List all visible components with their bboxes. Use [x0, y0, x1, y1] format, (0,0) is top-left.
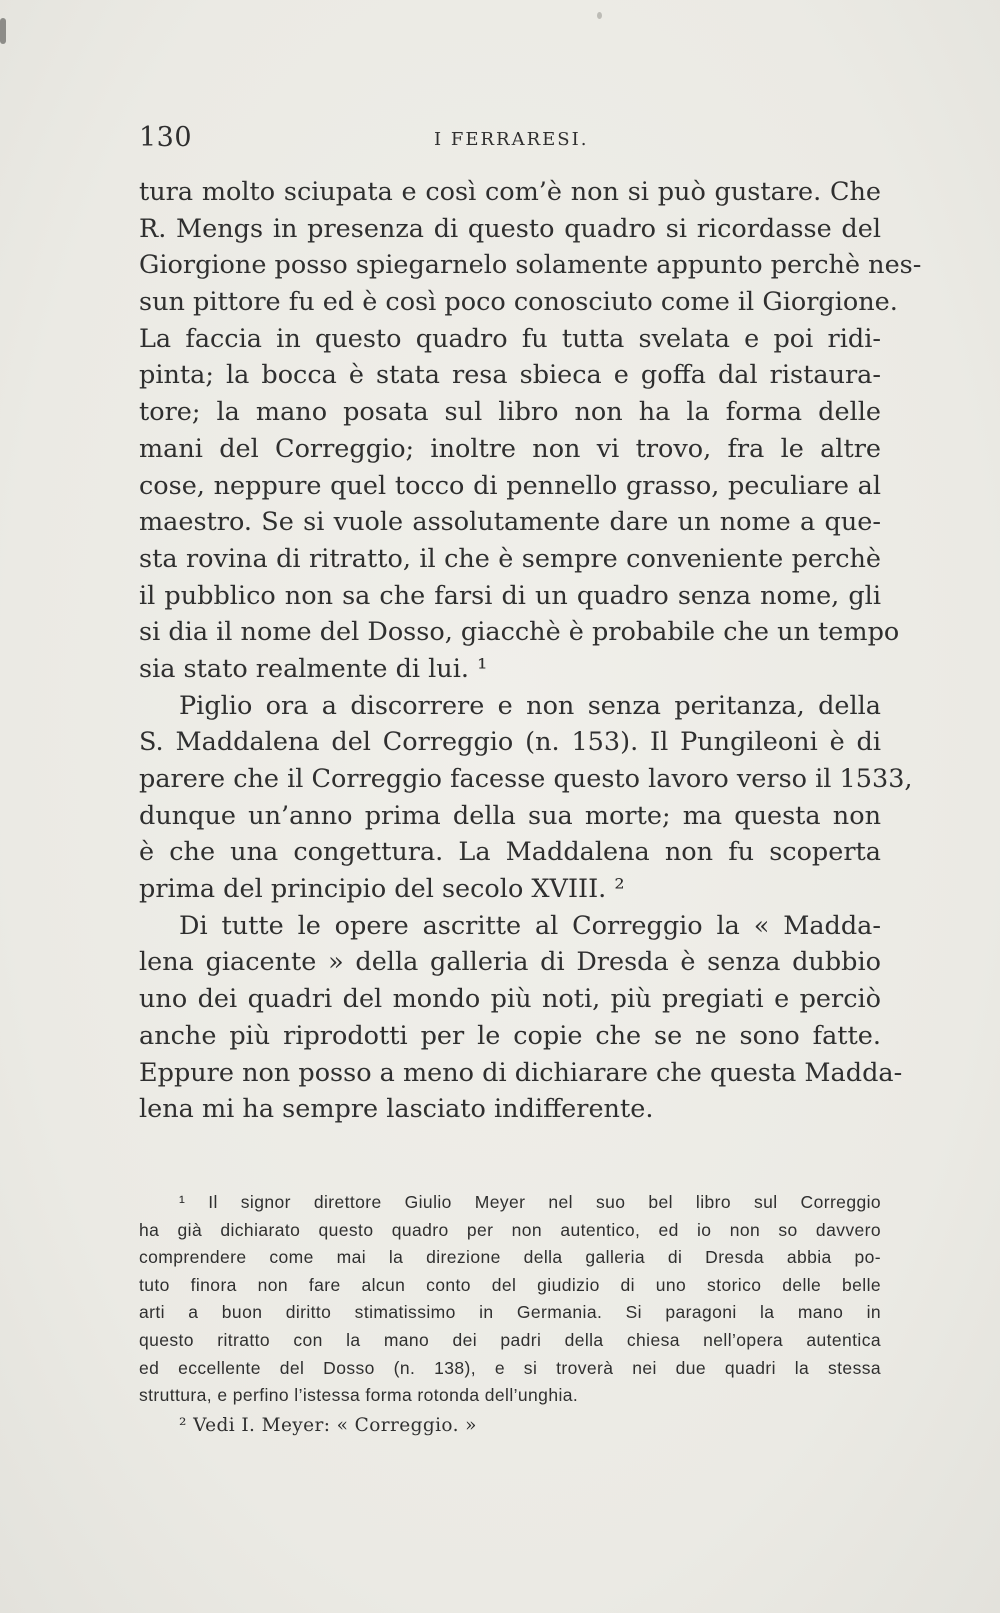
- footnote-line: tuto finora non fare alcun conto del giudizio di uno storico delle belle: [139, 1274, 881, 1295]
- text-line: dunque un’anno prima della sua morte; ma questa non: [139, 800, 881, 831]
- text-line: lena giacente » della galleria di Dresda è senza dubbio: [139, 947, 881, 978]
- footnote-line: ¹ Il signor direttore Giulio Meyer nel suo bel libro sul Correggio: [179, 1192, 881, 1212]
- footnotes: [139, 1189, 881, 1439]
- text-line: cose, neppure quel tocco di pennello grasso, peculiare al: [139, 470, 881, 501]
- footnote-line: ha già dichiarato questo quadro per non autentico, ed io non so davvero: [139, 1219, 881, 1240]
- text-line: sia stato realmente di lui. ¹: [139, 653, 488, 684]
- text-line: Eppure non posso a meno di dichiarare che questa Madda-: [139, 1057, 903, 1088]
- page-header: [139, 122, 879, 158]
- text-line: il pubblico non sa che farsi di un quadro senza nome, gli: [139, 580, 881, 611]
- text-line: pinta; la bocca è stata resa sbieca e goffa dal ristaura-: [139, 360, 881, 391]
- scan-speck: [0, 18, 6, 44]
- text-line: uno dei quadri del mondo più noti, più pregiati e perciò: [139, 984, 881, 1015]
- text-line: prima del principio del secolo XVIII. ²: [139, 874, 625, 905]
- text-line: La faccia in questo quadro fu tutta svelata e poi ridi-: [139, 323, 881, 354]
- text-line: parere che il Correggio facesse questo lavoro verso il 1533,: [139, 764, 913, 794]
- footnote-line: struttura, e perfino l’istessa forma rotonda dell’unghia.: [139, 1385, 579, 1406]
- text-line: sun pittore fu ed è così poco conosciuto come il Giorgione.: [139, 287, 898, 318]
- footnote-2: ² Vedi I. Meyer: « Correggio. »: [179, 1414, 477, 1436]
- text-line: Giorgione posso spiegarnelo solamente appunto perchè nes-: [139, 250, 922, 281]
- text-line: maestro. Se si vuole assolutamente dare un nome a que-: [139, 507, 881, 538]
- text-line: sta rovina di ritratto, il che è sempre conveniente perchè: [139, 543, 881, 574]
- text-line: lena mi ha sempre lasciato indifferente.: [139, 1094, 654, 1125]
- main-text: [139, 174, 922, 1128]
- page-number: 130: [139, 122, 193, 153]
- running-head: I FERRARESI.: [434, 129, 589, 150]
- footnote-line: comprendere come mai la direzione della galleria di Dresda abbia po-: [139, 1247, 881, 1268]
- scan-speck: [597, 12, 602, 19]
- text-line: Piglio ora a discorrere e non senza peritanza, della: [179, 690, 881, 721]
- footnote-line: questo ritratto con la mano dei padri della chiesa nell’opera autentica: [139, 1329, 881, 1350]
- text-line: Di tutte le opere ascritte al Correggio la « Madda-: [179, 910, 881, 941]
- text-line: mani del Correggio; inoltre non vi trovo, fra le altre: [139, 433, 881, 464]
- text-line: tore; la mano posata sul libro non ha la forma delle: [139, 397, 881, 428]
- text-line: è che una congettura. La Maddalena non fu scoperta: [139, 837, 881, 868]
- text-line: R. Mengs in presenza di questo quadro si ricordasse del: [139, 213, 881, 244]
- footnote-line: ed eccellente del Dosso (n. 138), e si troverà nei due quadri la stessa: [139, 1357, 881, 1378]
- text-line: tura molto sciupata e così com’è non si può gustare. Che: [139, 177, 881, 207]
- text-line: S. Maddalena del Correggio (n. 153). Il Pungileoni è di: [139, 727, 881, 758]
- text-line: si dia il nome del Dosso, giacchè è probabile che un tempo: [139, 617, 900, 648]
- footnote-line: arti a buon diritto stimatissimo in Germania. Si paragoni la mano in: [139, 1302, 881, 1323]
- text-line: anche più riprodotti per le copie che se ne sono fatte.: [139, 1020, 881, 1051]
